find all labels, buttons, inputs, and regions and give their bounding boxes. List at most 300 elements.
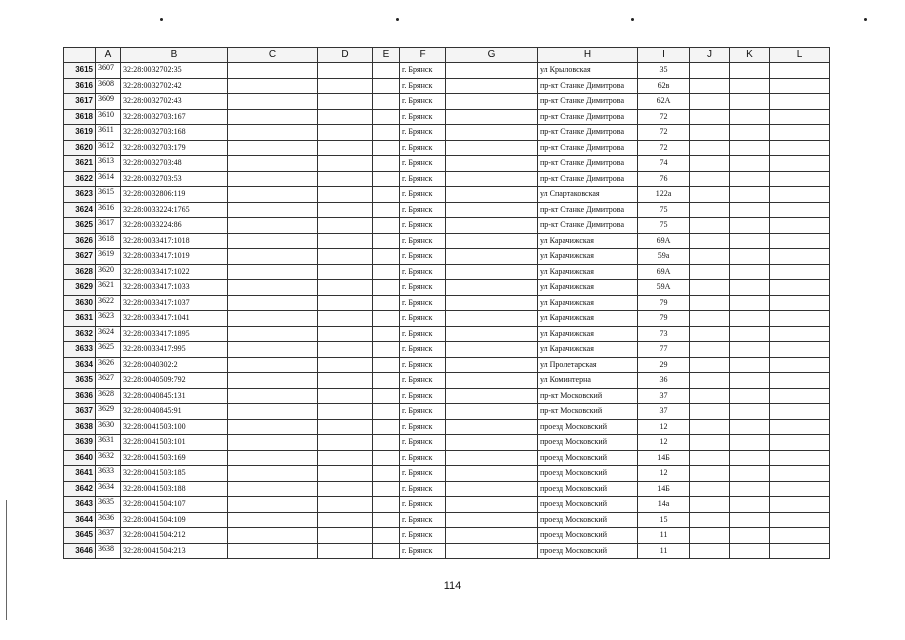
cell-h[interactable]: проезд Московский [538,419,638,435]
cell-c[interactable] [228,497,318,513]
column-header-g[interactable]: G [446,48,538,63]
cell-d[interactable] [318,528,373,544]
column-header-e[interactable]: E [373,48,400,63]
cell-j[interactable] [690,543,730,559]
cell-j[interactable] [690,295,730,311]
cell-c[interactable] [228,528,318,544]
cell-c[interactable] [228,94,318,110]
cell-l[interactable] [770,326,830,342]
cell-a[interactable]: 3630 [96,419,121,435]
cell-g[interactable] [446,311,538,327]
cell-a[interactable]: 3614 [96,171,121,187]
cell-g[interactable] [446,450,538,466]
row-header-cell[interactable]: 3629 [64,280,96,296]
cell-b[interactable]: 32:28:0033417:1037 [121,295,228,311]
cell-d[interactable] [318,373,373,389]
cell-i[interactable]: 76 [638,171,690,187]
row-header-cell[interactable]: 3626 [64,233,96,249]
cell-a[interactable]: 3623 [96,311,121,327]
cell-l[interactable] [770,78,830,94]
cell-e[interactable] [373,295,400,311]
cell-g[interactable] [446,295,538,311]
cell-b[interactable]: 32:28:0040302:2 [121,357,228,373]
cell-f[interactable]: г. Брянск [400,187,446,203]
cell-k[interactable] [730,125,770,141]
cell-c[interactable] [228,435,318,451]
cell-l[interactable] [770,63,830,79]
cell-j[interactable] [690,342,730,358]
cell-k[interactable] [730,78,770,94]
cell-k[interactable] [730,218,770,234]
cell-c[interactable] [228,156,318,172]
cell-e[interactable] [373,280,400,296]
row-header-cell[interactable]: 3628 [64,264,96,280]
cell-f[interactable]: г. Брянск [400,311,446,327]
cell-h[interactable]: проезд Московский [538,543,638,559]
cell-f[interactable]: г. Брянск [400,466,446,482]
cell-i[interactable]: 79 [638,295,690,311]
cell-e[interactable] [373,435,400,451]
cell-d[interactable] [318,497,373,513]
cell-f[interactable]: г. Брянск [400,357,446,373]
cell-i[interactable]: 69А [638,264,690,280]
cell-d[interactable] [318,543,373,559]
cell-l[interactable] [770,342,830,358]
cell-f[interactable]: г. Брянск [400,233,446,249]
cell-e[interactable] [373,202,400,218]
cell-j[interactable] [690,187,730,203]
cell-l[interactable] [770,94,830,110]
row-header-cell[interactable]: 3638 [64,419,96,435]
cell-h[interactable]: пр-кт Станке Димитрова [538,171,638,187]
cell-k[interactable] [730,388,770,404]
cell-c[interactable] [228,249,318,265]
cell-h[interactable]: ул Карачижская [538,280,638,296]
column-header-d[interactable]: D [318,48,373,63]
cell-f[interactable]: г. Брянск [400,435,446,451]
cell-a[interactable]: 3615 [96,187,121,203]
cell-d[interactable] [318,404,373,420]
row-header-cell[interactable]: 3621 [64,156,96,172]
row-header-cell[interactable]: 3625 [64,218,96,234]
row-header-cell[interactable]: 3627 [64,249,96,265]
cell-d[interactable] [318,202,373,218]
cell-j[interactable] [690,435,730,451]
cell-e[interactable] [373,388,400,404]
cell-j[interactable] [690,202,730,218]
cell-b[interactable]: 32:28:0041504:107 [121,497,228,513]
row-header-cell[interactable]: 3641 [64,466,96,482]
cell-f[interactable]: г. Брянск [400,373,446,389]
cell-e[interactable] [373,357,400,373]
cell-d[interactable] [318,466,373,482]
cell-h[interactable]: пр-кт Московский [538,388,638,404]
cell-e[interactable] [373,249,400,265]
cell-k[interactable] [730,63,770,79]
column-header-h[interactable]: H [538,48,638,63]
cell-k[interactable] [730,404,770,420]
cell-l[interactable] [770,156,830,172]
cell-f[interactable]: г. Брянск [400,63,446,79]
cell-a[interactable]: 3609 [96,94,121,110]
cell-d[interactable] [318,481,373,497]
cell-l[interactable] [770,373,830,389]
cell-f[interactable]: г. Брянск [400,280,446,296]
cell-e[interactable] [373,419,400,435]
cell-c[interactable] [228,326,318,342]
cell-f[interactable]: г. Брянск [400,295,446,311]
cell-h[interactable]: проезд Московский [538,481,638,497]
cell-g[interactable] [446,280,538,296]
cell-d[interactable] [318,264,373,280]
cell-b[interactable]: 32:28:0041503:185 [121,466,228,482]
cell-l[interactable] [770,233,830,249]
cell-l[interactable] [770,218,830,234]
cell-b[interactable]: 32:28:0041503:100 [121,419,228,435]
row-header-cell[interactable]: 3632 [64,326,96,342]
cell-g[interactable] [446,202,538,218]
cell-l[interactable] [770,450,830,466]
cell-d[interactable] [318,342,373,358]
cell-b[interactable]: 32:28:0032806:119 [121,187,228,203]
cell-k[interactable] [730,326,770,342]
cell-k[interactable] [730,109,770,125]
column-header-c[interactable]: C [228,48,318,63]
cell-c[interactable] [228,388,318,404]
cell-k[interactable] [730,450,770,466]
cell-c[interactable] [228,171,318,187]
cell-f[interactable]: г. Брянск [400,140,446,156]
cell-a[interactable]: 3626 [96,357,121,373]
cell-c[interactable] [228,125,318,141]
row-header-cell[interactable]: 3631 [64,311,96,327]
column-header-a[interactable]: A [96,48,121,63]
cell-i[interactable]: 69А [638,233,690,249]
cell-g[interactable] [446,140,538,156]
cell-f[interactable]: г. Брянск [400,125,446,141]
column-header-f[interactable]: F [400,48,446,63]
cell-l[interactable] [770,187,830,203]
cell-d[interactable] [318,435,373,451]
cell-b[interactable]: 32:28:0033417:1041 [121,311,228,327]
cell-a[interactable]: 3628 [96,388,121,404]
cell-g[interactable] [446,63,538,79]
cell-j[interactable] [690,249,730,265]
cell-k[interactable] [730,171,770,187]
cell-e[interactable] [373,264,400,280]
cell-h[interactable]: ул Карачижская [538,342,638,358]
cell-a[interactable]: 3631 [96,435,121,451]
cell-d[interactable] [318,94,373,110]
cell-e[interactable] [373,342,400,358]
cell-g[interactable] [446,357,538,373]
cell-j[interactable] [690,171,730,187]
cell-a[interactable]: 3619 [96,249,121,265]
cell-g[interactable] [446,171,538,187]
cell-h[interactable]: ул Крыловская [538,63,638,79]
cell-k[interactable] [730,249,770,265]
cell-l[interactable] [770,202,830,218]
cell-l[interactable] [770,466,830,482]
row-header-cell[interactable]: 3624 [64,202,96,218]
cell-b[interactable]: 32:28:0032703:53 [121,171,228,187]
column-header-j[interactable]: J [690,48,730,63]
cell-f[interactable]: г. Брянск [400,156,446,172]
cell-i[interactable]: 12 [638,435,690,451]
cell-h[interactable]: ул Карачижская [538,233,638,249]
cell-h[interactable]: пр-кт Станке Димитрова [538,125,638,141]
cell-l[interactable] [770,481,830,497]
cell-i[interactable]: 29 [638,357,690,373]
cell-c[interactable] [228,342,318,358]
cell-c[interactable] [228,140,318,156]
column-header-k[interactable]: K [730,48,770,63]
cell-h[interactable]: проезд Московский [538,466,638,482]
row-header-cell[interactable]: 3636 [64,388,96,404]
cell-l[interactable] [770,311,830,327]
cell-i[interactable]: 36 [638,373,690,389]
cell-a[interactable]: 3629 [96,404,121,420]
cell-k[interactable] [730,543,770,559]
row-header-cell[interactable]: 3620 [64,140,96,156]
cell-k[interactable] [730,140,770,156]
cell-d[interactable] [318,512,373,528]
row-header-cell[interactable]: 3633 [64,342,96,358]
cell-e[interactable] [373,528,400,544]
cell-e[interactable] [373,63,400,79]
cell-h[interactable]: ул Карачижская [538,326,638,342]
cell-a[interactable]: 3616 [96,202,121,218]
cell-c[interactable] [228,404,318,420]
cell-c[interactable] [228,466,318,482]
cell-f[interactable]: г. Брянск [400,109,446,125]
cell-e[interactable] [373,187,400,203]
cell-g[interactable] [446,125,538,141]
cell-b[interactable]: 32:28:0041503:101 [121,435,228,451]
cell-h[interactable]: пр-кт Станке Димитрова [538,94,638,110]
cell-f[interactable]: г. Брянск [400,419,446,435]
cell-a[interactable]: 3621 [96,280,121,296]
cell-j[interactable] [690,233,730,249]
cell-l[interactable] [770,404,830,420]
cell-a[interactable]: 3627 [96,373,121,389]
cell-j[interactable] [690,264,730,280]
cell-a[interactable]: 3624 [96,326,121,342]
cell-g[interactable] [446,481,538,497]
cell-d[interactable] [318,233,373,249]
cell-l[interactable] [770,171,830,187]
cell-g[interactable] [446,264,538,280]
cell-b[interactable]: 32:28:0033417:995 [121,342,228,358]
cell-e[interactable] [373,233,400,249]
cell-i[interactable]: 35 [638,63,690,79]
cell-i[interactable]: 74 [638,156,690,172]
cell-i[interactable]: 11 [638,528,690,544]
column-header-b[interactable]: B [121,48,228,63]
row-header-cell[interactable]: 3642 [64,481,96,497]
cell-d[interactable] [318,187,373,203]
cell-j[interactable] [690,528,730,544]
cell-i[interactable]: 62А [638,94,690,110]
cell-g[interactable] [446,466,538,482]
cell-j[interactable] [690,388,730,404]
cell-b[interactable]: 32:28:0033417:1019 [121,249,228,265]
cell-f[interactable]: г. Брянск [400,326,446,342]
row-header-cell[interactable]: 3645 [64,528,96,544]
cell-f[interactable]: г. Брянск [400,264,446,280]
cell-k[interactable] [730,419,770,435]
cell-b[interactable]: 32:28:0040509:792 [121,373,228,389]
cell-f[interactable]: г. Брянск [400,404,446,420]
cell-g[interactable] [446,435,538,451]
cell-g[interactable] [446,512,538,528]
cell-g[interactable] [446,249,538,265]
cell-a[interactable]: 3625 [96,342,121,358]
cell-a[interactable]: 3632 [96,450,121,466]
row-header-cell[interactable]: 3643 [64,497,96,513]
cell-g[interactable] [446,218,538,234]
cell-i[interactable]: 14Б [638,450,690,466]
cell-i[interactable]: 72 [638,140,690,156]
column-header-i[interactable]: I [638,48,690,63]
cell-a[interactable]: 3633 [96,466,121,482]
cell-b[interactable]: 32:28:0041503:188 [121,481,228,497]
cell-f[interactable]: г. Брянск [400,202,446,218]
cell-b[interactable]: 32:28:0032703:179 [121,140,228,156]
cell-k[interactable] [730,357,770,373]
cell-i[interactable]: 72 [638,125,690,141]
cell-i[interactable]: 122а [638,187,690,203]
cell-b[interactable]: 32:28:0032703:48 [121,156,228,172]
cell-j[interactable] [690,326,730,342]
cell-l[interactable] [770,109,830,125]
cell-j[interactable] [690,140,730,156]
cell-h[interactable]: проезд Московский [538,528,638,544]
cell-l[interactable] [770,512,830,528]
cell-h[interactable]: пр-кт Станке Димитрова [538,140,638,156]
row-header-cell[interactable]: 3616 [64,78,96,94]
cell-i[interactable]: 59а [638,249,690,265]
cell-i[interactable]: 11 [638,543,690,559]
cell-a[interactable]: 3617 [96,218,121,234]
row-header-cell[interactable]: 3637 [64,404,96,420]
cell-g[interactable] [446,497,538,513]
cell-a[interactable]: 3634 [96,481,121,497]
cell-a[interactable]: 3637 [96,528,121,544]
cell-b[interactable]: 32:28:0032703:168 [121,125,228,141]
cell-e[interactable] [373,543,400,559]
cell-d[interactable] [318,125,373,141]
cell-e[interactable] [373,326,400,342]
cell-f[interactable]: г. Брянск [400,171,446,187]
cell-b[interactable]: 32:28:0032703:167 [121,109,228,125]
cell-e[interactable] [373,156,400,172]
cell-f[interactable]: г. Брянск [400,481,446,497]
cell-c[interactable] [228,450,318,466]
row-header-cell[interactable]: 3619 [64,125,96,141]
corner-header-cell[interactable] [64,48,96,63]
cell-c[interactable] [228,63,318,79]
cell-j[interactable] [690,125,730,141]
cell-i[interactable]: 14а [638,497,690,513]
cell-c[interactable] [228,233,318,249]
cell-g[interactable] [446,419,538,435]
cell-h[interactable]: проезд Московский [538,497,638,513]
cell-e[interactable] [373,481,400,497]
cell-l[interactable] [770,528,830,544]
cell-f[interactable]: г. Брянск [400,249,446,265]
cell-b[interactable]: 32:28:0033417:1018 [121,233,228,249]
cell-k[interactable] [730,373,770,389]
row-header-cell[interactable]: 3623 [64,187,96,203]
cell-c[interactable] [228,481,318,497]
cell-j[interactable] [690,94,730,110]
cell-d[interactable] [318,419,373,435]
cell-k[interactable] [730,94,770,110]
cell-i[interactable]: 12 [638,466,690,482]
cell-a[interactable]: 3607 [96,63,121,79]
cell-h[interactable]: пр-кт Станке Димитрова [538,78,638,94]
cell-d[interactable] [318,249,373,265]
cell-g[interactable] [446,94,538,110]
cell-j[interactable] [690,404,730,420]
row-header-cell[interactable]: 3644 [64,512,96,528]
cell-j[interactable] [690,109,730,125]
cell-d[interactable] [318,63,373,79]
cell-b[interactable]: 32:28:0041504:213 [121,543,228,559]
cell-l[interactable] [770,249,830,265]
cell-g[interactable] [446,156,538,172]
cell-j[interactable] [690,218,730,234]
cell-j[interactable] [690,497,730,513]
cell-f[interactable]: г. Брянск [400,543,446,559]
cell-l[interactable] [770,280,830,296]
cell-l[interactable] [770,357,830,373]
cell-j[interactable] [690,373,730,389]
cell-j[interactable] [690,512,730,528]
cell-b[interactable]: 32:28:0033417:1022 [121,264,228,280]
cell-f[interactable]: г. Брянск [400,497,446,513]
cell-d[interactable] [318,311,373,327]
cell-b[interactable]: 32:28:0033417:1895 [121,326,228,342]
cell-i[interactable]: 62в [638,78,690,94]
cell-l[interactable] [770,140,830,156]
cell-k[interactable] [730,497,770,513]
cell-a[interactable]: 3610 [96,109,121,125]
cell-d[interactable] [318,295,373,311]
cell-c[interactable] [228,419,318,435]
cell-c[interactable] [228,280,318,296]
cell-d[interactable] [318,78,373,94]
cell-i[interactable]: 15 [638,512,690,528]
cell-d[interactable] [318,156,373,172]
cell-h[interactable]: ул Карачижская [538,264,638,280]
cell-e[interactable] [373,109,400,125]
cell-h[interactable]: ул Пролетарская [538,357,638,373]
cell-b[interactable]: 32:28:0041504:212 [121,528,228,544]
cell-d[interactable] [318,171,373,187]
cell-l[interactable] [770,419,830,435]
cell-d[interactable] [318,280,373,296]
cell-g[interactable] [446,342,538,358]
cell-k[interactable] [730,187,770,203]
cell-e[interactable] [373,404,400,420]
cell-h[interactable]: пр-кт Станке Димитрова [538,202,638,218]
cell-h[interactable]: пр-кт Станке Димитрова [538,218,638,234]
row-header-cell[interactable]: 3630 [64,295,96,311]
cell-a[interactable]: 3608 [96,78,121,94]
cell-c[interactable] [228,512,318,528]
